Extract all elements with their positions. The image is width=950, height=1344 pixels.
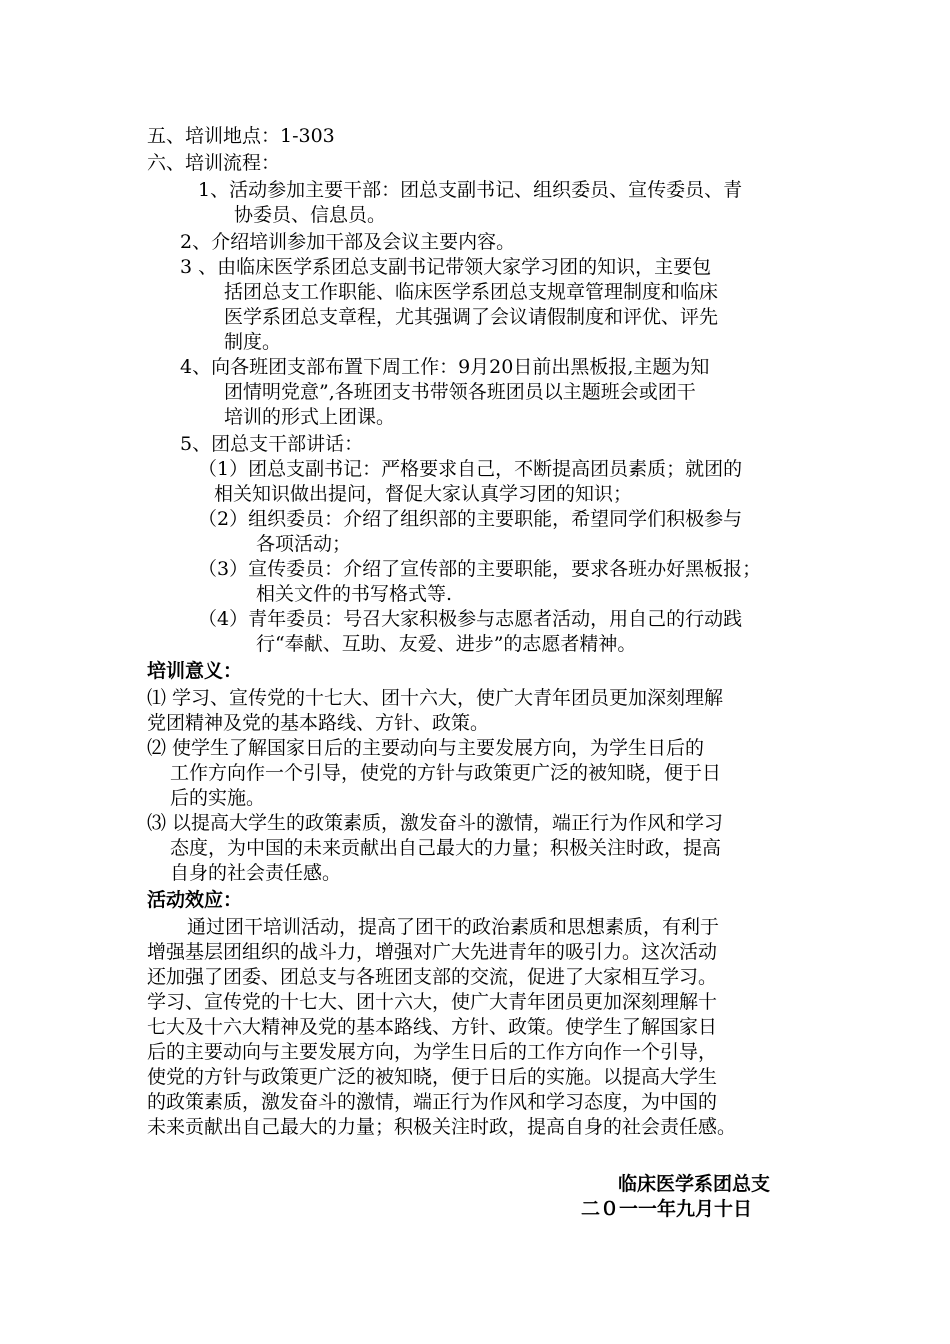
speech-sub-4-line-2: 行“奉献、互助、友爱、进步”的志愿者精神。 bbox=[256, 633, 637, 655]
significance-p3-line-2: 态度，为中国的未来贡献出自己最大的力量；积极关注时政，提高 bbox=[170, 837, 722, 859]
process-item-4-line-3: 培训的形式上团课。 bbox=[224, 406, 396, 428]
effect-line-9: 未来贡献出自己最大的力量；积极关注时政，提高自身的社会责任感。 bbox=[147, 1116, 737, 1138]
speech-sub-4-line-1: （4）青年委员：号召大家积极参与志愿者活动，用自己的行动践 bbox=[198, 608, 743, 630]
effect-line-4: 学习、宣传党的十七大、团十六大，使广大青年团员更加深刻理解十 bbox=[147, 991, 718, 1013]
effect-line-6: 后的主要动向与主要发展方向，为学生日后的工作方向作一个引导， bbox=[147, 1041, 718, 1063]
effect-line-7: 使党的方针与政策更广泛的被知晓，便于日后的实施。以提高大学生 bbox=[147, 1066, 718, 1088]
process-item-2-line-1: 2、介绍培训参加干部及会议主要内容。 bbox=[180, 231, 516, 253]
significance-p3-line-1: ⑶ 以提高大学生的政策素质，激发奋斗的激情，端正行为作风和学习 bbox=[147, 812, 724, 834]
process-item-3-line-4: 制度。 bbox=[224, 331, 282, 353]
process-item-1-line-1: 1、活动参加主要干部：团总支副书记、组织委员、宣传委员、青 bbox=[198, 179, 743, 201]
process-item-5-line-1: 5、团总支干部讲话： bbox=[180, 433, 364, 455]
speech-sub-2-line-1: （2）组织委员：介绍了组织部的主要职能，希望同学们积极参与 bbox=[198, 508, 743, 530]
effect-line-1: 通过团干培训活动，提高了团干的政治素质和思想素质，有利于 bbox=[187, 916, 720, 938]
training-location: 五、培训地点：1-303 bbox=[147, 125, 335, 147]
effect-line-8: 的政策素质，激发奋斗的激情，端正行为作风和学习态度，为中国的 bbox=[147, 1091, 718, 1113]
speech-sub-3-line-1: （3）宣传委员：介绍了宣传部的主要职能，要求各班办好黑板报； bbox=[198, 558, 762, 580]
process-item-3-line-3: 医学系团总支章程，尤其强调了会议请假制度和评优、评先 bbox=[224, 306, 719, 328]
training-process-heading: 六、培训流程： bbox=[147, 152, 281, 174]
significance-heading: 培训意义： bbox=[147, 660, 243, 682]
process-item-4-line-2: 团情明党意”,各班团支书带领各班团员以主题班会或团干 bbox=[224, 381, 696, 403]
significance-p2-line-2: 工作方向作一个引导，使党的方针与政策更广泛的被知晓，便于日 bbox=[170, 762, 722, 784]
speech-sub-1-line-2: 相关知识做出提问，督促大家认真学习团的知识； bbox=[214, 483, 633, 505]
significance-p1-line-1: ⑴ 学习、宣传党的十七大、团十六大，使广大青年团员更加深刻理解 bbox=[147, 687, 724, 709]
significance-p1-line-2: 党团精神及党的基本路线、方针、政策。 bbox=[147, 712, 490, 734]
significance-p3-line-3: 自身的社会责任感。 bbox=[170, 862, 342, 884]
speech-sub-1-line-1: （1）团总支副书记：严格要求自己，不断提高团员素质；就团的 bbox=[198, 458, 743, 480]
speech-sub-2-line-2: 各项活动； bbox=[256, 533, 352, 555]
process-item-3-line-1: 3 、由临床医学系团总支副书记带领大家学习团的知识，主要包 bbox=[180, 256, 712, 278]
signature-date: 二０一一年九月十日 bbox=[581, 1198, 753, 1220]
significance-p2-line-1: ⑵ 使学生了解国家日后的主要动向与主要发展方向，为学生日后的 bbox=[147, 737, 705, 759]
effect-heading: 活动效应： bbox=[147, 889, 243, 911]
process-item-3-line-2: 括团总支工作职能、临床医学系团总支规章管理制度和临床 bbox=[224, 281, 719, 303]
effect-line-2: 增强基层团组织的战斗力，增强对广大先进青年的吸引力。这次活动 bbox=[147, 941, 718, 963]
effect-line-3: 还加强了团委、团总支与各班团支部的交流，促进了大家相互学习。 bbox=[147, 966, 718, 988]
speech-sub-3-line-2: 相关文件的书写格式等. bbox=[256, 583, 453, 605]
process-item-1-line-2: 协委员、信息员。 bbox=[234, 204, 387, 226]
effect-line-5: 七大及十六大精神及党的基本路线、方针、政策。使学生了解国家日 bbox=[147, 1016, 718, 1038]
process-item-4-line-1: 4、向各班团支部布置下周工作：9月20日前出黑板报,主题为知 bbox=[180, 356, 710, 378]
significance-p2-line-3: 后的实施。 bbox=[170, 787, 266, 809]
signature-organization: 临床医学系团总支 bbox=[618, 1173, 771, 1195]
